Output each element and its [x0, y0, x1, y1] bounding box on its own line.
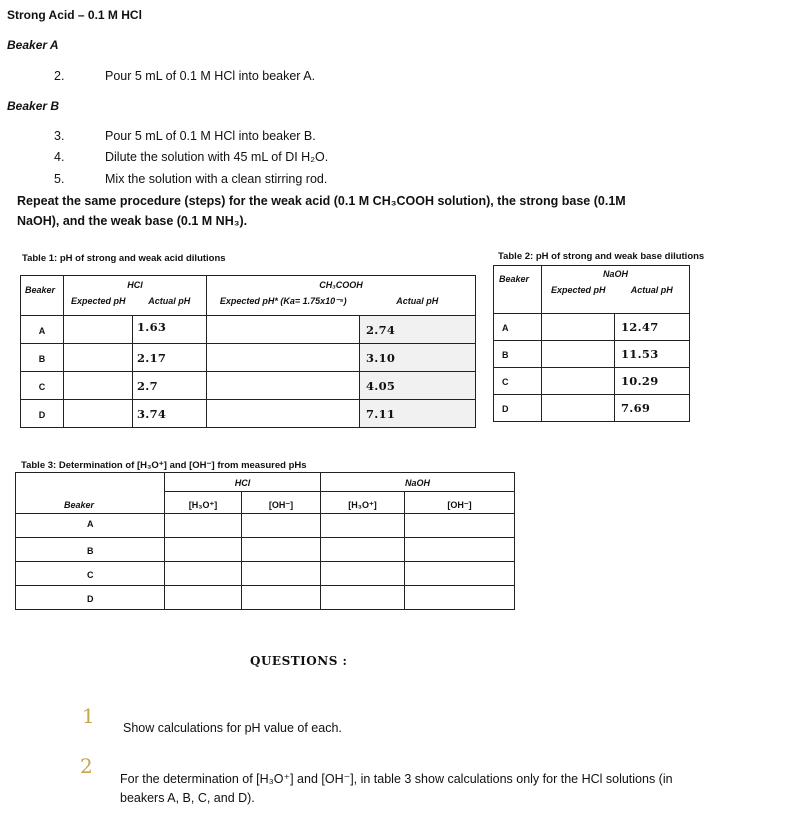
table3-cell [405, 514, 515, 538]
table1-ch3cooh-actual-header: Actual pH [396, 296, 439, 306]
measured-ph: 7.11 [366, 406, 396, 421]
table-row [494, 368, 690, 395]
beaker-label: B [87, 545, 94, 556]
table3-hcl-oh-header-cell [242, 492, 321, 514]
table-row [21, 344, 476, 372]
question-text: For the determination of [H₃O⁺] and [OH⁻], in table 3 show calculations only for the HCl solutions (in [120, 772, 673, 786]
table1-hcl-expected-header: Expected pH [71, 296, 126, 306]
table2-actual-cell [615, 314, 690, 341]
measured-ph: 11.53 [621, 347, 659, 361]
table3-sub-header-row [16, 492, 515, 514]
table2-expected-cell [542, 341, 615, 368]
table1-hcl-expected-cell [64, 316, 133, 344]
table2-beaker-cell [494, 368, 542, 395]
table1-hcl-actual-cell [133, 372, 207, 400]
table1-ch3cooh-expected-cell [207, 344, 360, 372]
handwritten-number: 1 [82, 704, 95, 728]
section-title: Strong Acid – 0.1 M HCl [7, 8, 142, 22]
table1-ch3cooh-expected-cell [207, 372, 360, 400]
step-text: Mix the solution with a clean stirring rod. [105, 172, 328, 186]
table2 [493, 265, 690, 422]
beaker-label: C [502, 377, 509, 387]
beaker-label: C [87, 569, 94, 580]
table3-naoh-header-cell [321, 473, 515, 492]
step-number: 3. [54, 129, 65, 143]
table1-hcl-expected-cell [64, 344, 133, 372]
questions-heading: QUESTIONS : [250, 654, 348, 668]
table-row [16, 586, 515, 610]
table1-ch3cooh-header-cell [207, 276, 476, 316]
table1-hcl-actual-cell [133, 400, 207, 428]
table2-beaker-cell [494, 395, 542, 422]
table1-beaker-header: Beaker [25, 285, 56, 295]
table3-group-header-row [16, 473, 515, 492]
table2-beaker-cell [494, 341, 542, 368]
table3-cell [321, 586, 405, 610]
table1-beaker-cell [21, 344, 64, 372]
table2-actual-cell [615, 368, 690, 395]
table-row [16, 562, 515, 586]
repeat-instruction: Repeat the same procedure (steps) for the weak acid (0.1 M CH₃COOH solution), the strong base (0.1M NaOH), and the weak base (0.1 M NH₃). [17, 194, 626, 228]
table3-cell [242, 562, 321, 586]
table3-beaker-header: Beaker [63, 500, 95, 510]
table-row [21, 400, 476, 428]
table2-naoh-header: NaOH [602, 269, 628, 279]
step-number: 2. [54, 69, 65, 83]
table1 [20, 275, 476, 428]
table1-ch3cooh-expected-cell [207, 316, 360, 344]
measured-ph: 3.74 [137, 406, 167, 421]
table2-expected-header: Expected pH [550, 285, 606, 295]
table-row [16, 514, 515, 538]
table1-beaker-cell [21, 372, 64, 400]
table3-hcl-header-cell [165, 473, 321, 492]
table1-ch3cooh-actual-cell [360, 316, 476, 344]
table3-hcl-h3o-header-cell [165, 492, 242, 514]
step-number: 4. [54, 150, 65, 164]
table3-beaker-cell [16, 562, 165, 586]
table1-ch3cooh-actual-cell [360, 372, 476, 400]
table1-ch3cooh-expected-header: Expected pH* (Ka= 1.75x10⁻⁵) [219, 296, 347, 306]
table3-naoh-h3o-header-cell [321, 492, 405, 514]
beaker-label: A [87, 519, 94, 529]
table3-naoh-oh-header-cell [405, 492, 515, 514]
table1-header-row [21, 276, 476, 316]
table3-hcl-header: HCl [234, 478, 251, 488]
table1-ch3cooh-actual-cell [360, 344, 476, 372]
beaker-b-heading: Beaker B [7, 99, 60, 113]
table3-cell [242, 538, 321, 562]
table1-ch3cooh-expected-cell [207, 400, 360, 428]
table1-caption: Table 1: pH of strong and weak acid dilutions [22, 253, 226, 264]
question-text-continued: beakers A, B, C, and D). [120, 791, 255, 805]
beaker-label: D [38, 409, 46, 420]
beaker-label: A [502, 323, 509, 333]
table3-corner-cell [16, 473, 165, 492]
step-number: 5. [54, 172, 65, 186]
table3-beaker-header-cell [16, 492, 165, 514]
table1-hcl-header-cell [64, 276, 207, 316]
table-row [494, 395, 690, 422]
table1-hcl-expected-cell [64, 372, 133, 400]
table3-cell [165, 562, 242, 586]
table1-hcl-actual-cell [133, 316, 207, 344]
table3-cell [405, 562, 515, 586]
table3-cell [405, 538, 515, 562]
beaker-label: C [38, 381, 46, 392]
table2-beaker-header-cell [494, 266, 542, 314]
table3-beaker-cell [16, 514, 165, 538]
table2-beaker-cell [494, 314, 542, 341]
measured-ph: 7.69 [621, 401, 651, 415]
table1-beaker-cell [21, 316, 64, 344]
table2-beaker-header: Beaker [499, 274, 530, 284]
table1-beaker-cell [21, 400, 64, 428]
table3-cell [165, 538, 242, 562]
beaker-a-heading: Beaker A [7, 38, 59, 52]
measured-ph: 10.29 [621, 374, 659, 388]
table3-oh-header: [OH⁻] [268, 500, 294, 510]
measured-ph: 2.74 [366, 322, 396, 337]
table2-expected-cell [542, 314, 615, 341]
table2-caption: Table 2: pH of strong and weak base dilutions [498, 251, 705, 262]
table3-cell [321, 538, 405, 562]
table3-caption: Table 3: Determination of [H₃O⁺] and [OH⁻] from measured pHs [21, 460, 307, 471]
table2-actual-cell [615, 395, 690, 422]
table-row [21, 372, 476, 400]
beaker-label: B [38, 353, 46, 364]
table1-hcl-actual-header: Actual pH [148, 296, 191, 306]
table3-cell [321, 514, 405, 538]
table1-ch3cooh-actual-cell [360, 400, 476, 428]
handwritten-number: 2 [80, 754, 93, 778]
table-row [16, 538, 515, 562]
measured-ph: 4.05 [366, 378, 396, 393]
step-text: Pour 5 mL of 0.1 M HCl into beaker B. [105, 129, 316, 143]
beaker-label: D [502, 404, 509, 414]
table-row [494, 314, 690, 341]
measured-ph: 3.10 [366, 350, 396, 365]
table3-cell [242, 586, 321, 610]
table3-cell [165, 514, 242, 538]
table3-beaker-cell [16, 538, 165, 562]
table3-h3o-header: [H₃O⁺] [348, 500, 377, 510]
table2-header-row [494, 266, 690, 314]
table-row [494, 341, 690, 368]
table3-cell [321, 562, 405, 586]
beaker-label: A [38, 325, 46, 336]
beaker-label: D [87, 593, 94, 604]
measured-ph: 2.17 [137, 350, 167, 365]
table1-hcl-expected-cell [64, 400, 133, 428]
table1-ch3cooh-header: CH₃COOH [319, 280, 363, 290]
table3-h3o-header: [H₃O⁺] [188, 500, 218, 510]
table3-cell [242, 514, 321, 538]
table2-naoh-header-cell [542, 266, 690, 314]
table2-actual-cell [615, 341, 690, 368]
table3-cell [165, 586, 242, 610]
table3 [15, 472, 515, 610]
table1-hcl-header: HCl [127, 280, 143, 290]
table3-beaker-cell [16, 586, 165, 610]
table2-expected-cell [542, 368, 615, 395]
table3-cell [405, 586, 515, 610]
step-text: Dilute the solution with 45 mL of DI H₂O. [105, 150, 329, 164]
measured-ph: 2.7 [137, 378, 158, 393]
table1-beaker-header-cell [21, 276, 64, 316]
measured-ph: 12.47 [621, 320, 659, 334]
beaker-label: B [502, 350, 509, 360]
question-text: Show calculations for pH value of each. [123, 721, 342, 735]
table3-oh-header: [OH⁻] [447, 500, 472, 510]
table3-naoh-header: NaOH [405, 478, 431, 488]
table2-actual-header: Actual pH [630, 285, 673, 295]
measured-ph: 1.63 [137, 320, 167, 334]
table-row [21, 316, 476, 344]
step-text: Pour 5 mL of 0.1 M HCl into beaker A. [105, 69, 316, 83]
table1-hcl-actual-cell [133, 344, 207, 372]
table2-expected-cell [542, 395, 615, 422]
